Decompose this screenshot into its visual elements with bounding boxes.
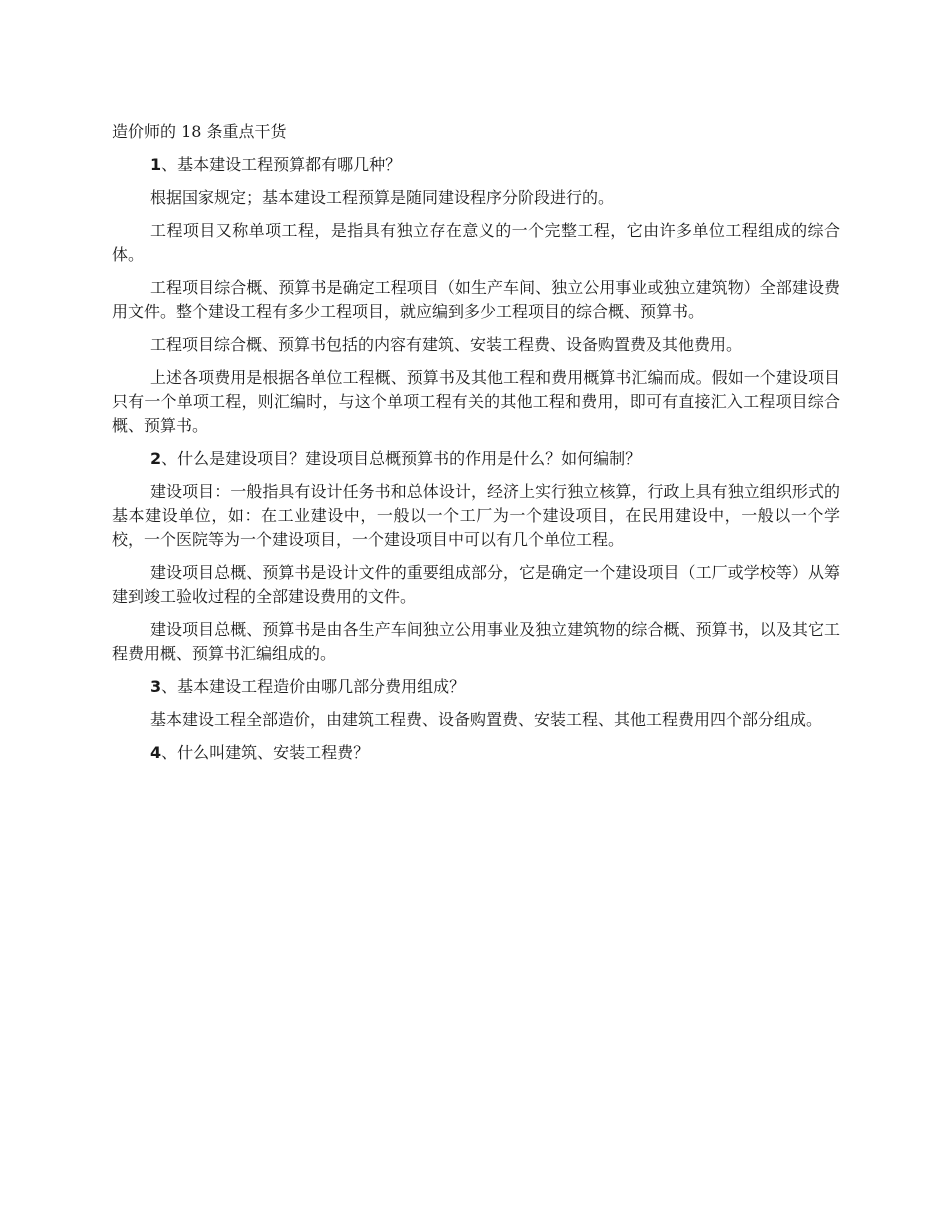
paragraph: 工程项目综合概、预算书是确定工程项目（如生产车间、独立公用事业或独立建筑物）全部建设费用文件。整个建设工程有多少工程项目，就应编到多少工程项目的综合概、预算书。 [112,278,840,321]
question-text: 、什么叫建筑、安装工程费？ [161,743,370,762]
question-text: 、基本建设工程造价由哪几部分费用组成？ [161,677,466,696]
paragraph: 工程项目综合概、预算书包括的内容有建筑、安装工程费、设备购置费及其他费用。 [150,335,743,354]
question-text: 、什么是建设项目？建设项目总概预算书的作用是什么？如何编制？ [161,449,642,468]
paragraph: 基本建设工程全部造价，由建筑工程费、设备购置费、安装工程、其他工程费用四个部分组成。 [150,710,823,729]
paragraph: 建设项目总概、预算书是设计文件的重要组成部分，它是确定一个建设项目（工厂或学校等）从筹建到竣工验收过程的全部建设费用的文件。 [112,563,840,606]
question-number: 3 [150,677,162,696]
question-3 [112,675,840,699]
paragraph: 根据国家规定；基本建设工程预算是随同建设程序分阶段进行的。 [150,188,615,207]
question-number: 4 [150,743,162,762]
paragraph: 上述各项费用是根据各单位工程概、预算书及其他工程和费用概算书汇编而成。假如一个建设项目只有一个单项工程，则汇编时，与这个单项工程有关的其他工程和费用，即可有直接汇入工程项目综合概、预算书。 [112,368,840,435]
question-text: 、基本建设工程预算都有哪几种？ [161,155,402,174]
question-1 [112,153,840,177]
question-number: 2 [150,449,162,468]
paragraph: 建设项目总概、预算书是由各生产车间独立公用事业及独立建筑物的综合概、预算书，以及其它工程费用概、预算书汇编组成的。 [112,620,840,663]
question-number: 1 [150,155,162,174]
document-page [112,120,840,774]
document-title: 造价师的 18 条重点干货 [112,122,287,141]
paragraph: 工程项目又称单项工程，是指具有独立存在意义的一个完整工程，它由许多单位工程组成的综合体。 [112,221,840,264]
question-4 [112,741,840,765]
question-2 [112,447,840,471]
paragraph: 建设项目：一般指具有设计任务书和总体设计，经济上实行独立核算，行政上具有独立组织形式的基本建设单位，如：在工业建设中，一般以一个工厂为一个建设项目，在民用建设中，一般以一个学校，一个医院等为一个建设项目，一个建设项目中可以有几个单位工程。 [112,482,840,549]
